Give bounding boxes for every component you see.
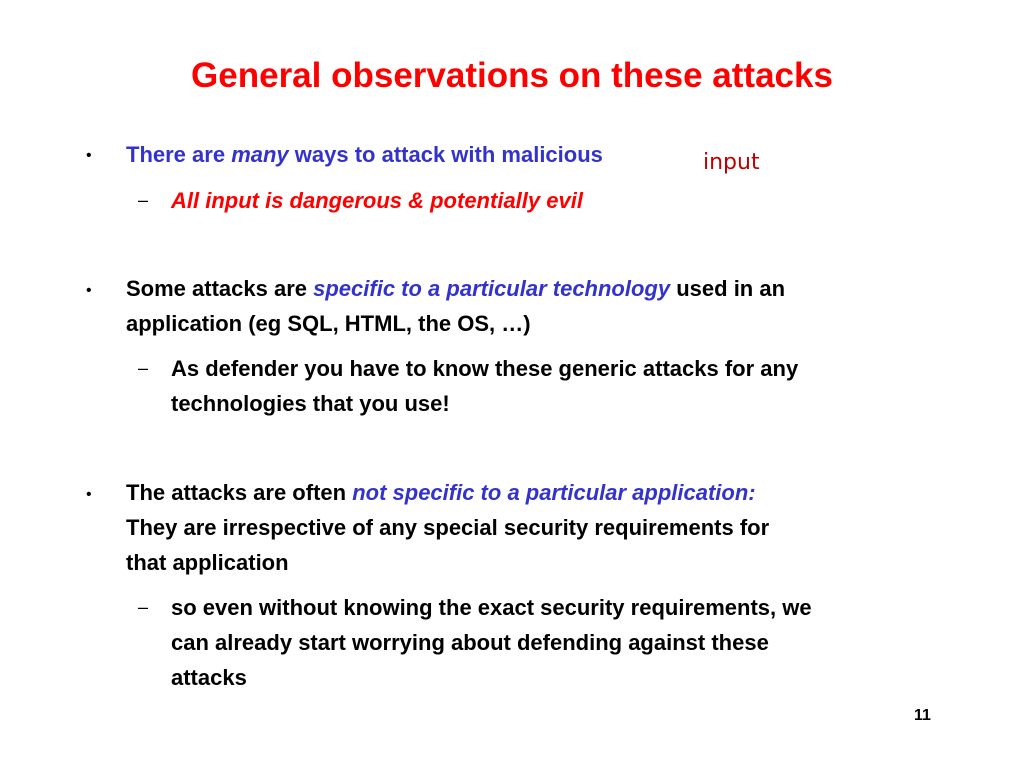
bullet3-sub1-line3: attacks	[171, 665, 247, 690]
bullet1-post: ways to attack with malicious	[294, 142, 603, 167]
bullet2-sub1-line2: technologies that you use!	[171, 391, 450, 416]
bullet1-pre: There are	[126, 142, 226, 167]
bullet3-line1	[126, 480, 756, 506]
slide-title: General observations on these attacks	[191, 56, 833, 95]
bullet3-sub1-line1: so even without knowing the exact security requirements, we	[171, 595, 812, 620]
bullet2-pre: Some attacks are	[126, 276, 307, 301]
bullet3-pre: The attacks are often	[126, 480, 347, 505]
dash-marker: –	[138, 190, 149, 210]
bullet1-line1	[126, 142, 603, 168]
bullet1-sub1: All input is dangerous & potentially evil	[171, 188, 583, 213]
bullet2-post: used in an	[676, 276, 786, 301]
bullet2-emphasis: specific to a particular technology	[313, 276, 671, 301]
bullet2-sub1-line1: As defender you have to know these generic attacks for any	[171, 356, 799, 381]
bullet1-emphasis: many	[231, 142, 289, 167]
bullet-marker: •	[86, 282, 92, 299]
dash-marker: –	[138, 597, 149, 617]
bullet3-line3: that application	[126, 550, 289, 575]
bullet3-sub1-line2: can already start worrying about defending against these	[171, 630, 769, 655]
bullet-marker: •	[86, 486, 92, 503]
bullet2-line1	[126, 276, 785, 302]
page-number: 11	[914, 707, 931, 724]
bullet1-floating-word: input	[703, 150, 760, 175]
bullet-marker: •	[86, 147, 92, 164]
dash-marker: –	[138, 358, 149, 378]
bullet3-line2: They are irrespective of any special security requirements for	[126, 515, 770, 540]
bullet2-line2: application (eg SQL, HTML, the OS, …)	[126, 311, 531, 336]
bullet3-emphasis: not specific to a particular application:	[352, 480, 756, 505]
